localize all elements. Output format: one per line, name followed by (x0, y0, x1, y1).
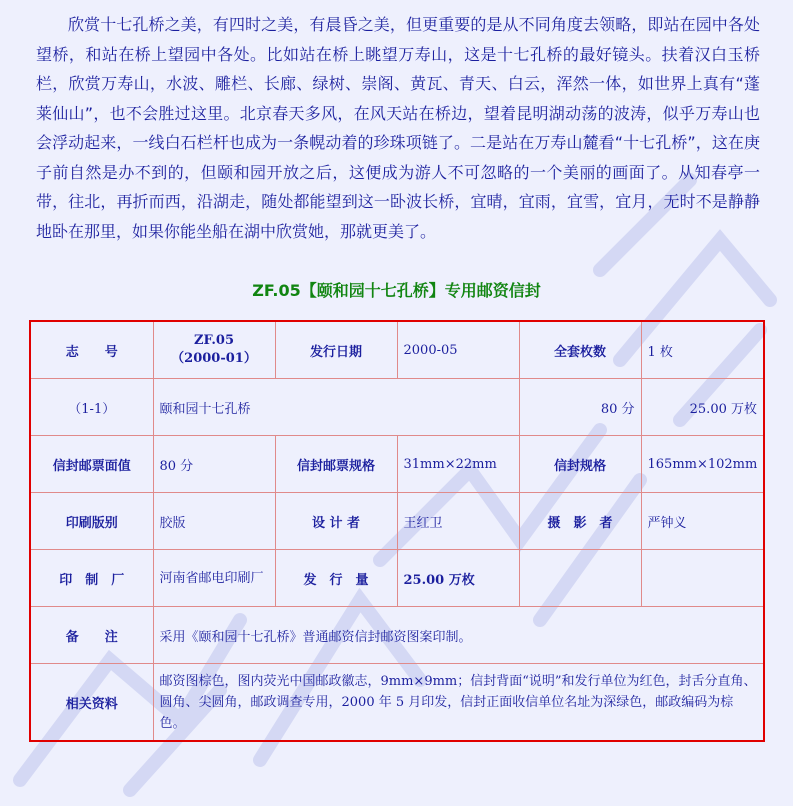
table-row (30, 664, 764, 742)
label-print-method: 印刷版别 (30, 493, 153, 550)
printer: 河南省邮电印刷厂 (153, 550, 275, 607)
label-photographer: 摄 影 者 (519, 493, 641, 550)
face-value: 80 分 (153, 436, 275, 493)
stamp-size: 31mm×22mm (397, 436, 519, 493)
print-method: 胶版 (153, 493, 275, 550)
label-stamp-size: 信封邮票规格 (275, 436, 397, 493)
stamp-info-table (29, 320, 765, 742)
label-set-count: 全套枚数 (519, 321, 641, 379)
set-count: 1 枚 (641, 321, 764, 379)
empty-cell (641, 550, 764, 607)
table-row (30, 607, 764, 664)
code-value: ZF.05 (193, 333, 235, 348)
issue-volume: 25.00 万枚 (397, 550, 519, 607)
table-row (30, 379, 764, 436)
table-row (30, 493, 764, 550)
table-row (30, 321, 764, 379)
label-volume: 发 行 量 (275, 550, 397, 607)
photographer: 严钟义 (641, 493, 764, 550)
label-envelope-size: 信封规格 (519, 436, 641, 493)
empty-cell (519, 550, 641, 607)
item-name: 颐和园十七孔桥 (153, 379, 519, 436)
label-designer: 设 计 者 (275, 493, 397, 550)
related-info: 邮资图棕色，图内荧光中国邮政徽志，9mm×9mm；信封背面“说明”和发行单位为红色，封舌分直角、圆角、尖圆角，邮政调查专用，2000 年 5 月印发，信封正面收信单位名址为深绿色，邮政编码为棕色。 (153, 664, 764, 742)
item-value: 80 分 (519, 379, 641, 436)
code-series: （2000-01） (171, 351, 257, 366)
label-issue-date: 发行日期 (275, 321, 397, 379)
intro-paragraph: 欣赏十七孔桥之美，有四时之美，有晨昏之美，但更重要的是从不同角度去领略，即站在园中各处望桥，和站在桥上望园中各处。比如站在桥上眺望万寿山，这是十七孔桥的最好镜头。扶着汉白玉桥栏，欣赏万寿山，水波、雕栏、长廊、绿树、崇阁、黄瓦、青天、白云，浑然一体，如世界上真有“蓬莱仙山”，也不会胜过这里。北京春天多风，在风天站在桥边，望着昆明湖动荡的波涛，似乎万寿山也会浮动起来，一线白石栏杆也成为一条幌动着的珍珠项链了。二是站在万寿山麓看“十七孔桥”，这在庚子前自然是办不到的，但颐和园开放之后，这便成为游人不可忽略的一个美丽的画面了。从知春亭一带，往北，再折而西，沿湖走，随处都能望到这一卧波长桥，宜晴，宜雨，宜雪，宜月，无时不是静静地卧在那里，如果你能坐船在湖中欣赏她，那就更美了。 (36, 15, 760, 241)
envelope-size: 165mm×102mm (641, 436, 764, 493)
label-face-value: 信封邮票面值 (30, 436, 153, 493)
table-row (30, 550, 764, 607)
label-printer: 印 制 厂 (30, 550, 153, 607)
item-quantity: 25.00 万枚 (641, 379, 764, 436)
remarks: 采用《颐和园十七孔桥》普通邮资信封邮资图案印制。 (153, 607, 764, 664)
code-cell (153, 321, 275, 379)
table-row (30, 436, 764, 493)
label-related-info: 相关资料 (30, 664, 153, 742)
label-code: 志 号 (30, 321, 153, 379)
designer: 王红卫 (397, 493, 519, 550)
label-remarks: 备 注 (30, 607, 153, 664)
section-heading: ZF.05【颐和园十七孔桥】专用邮资信封 (252, 281, 541, 300)
issue-date: 2000-05 (397, 321, 519, 379)
item-number: （1-1） (30, 379, 153, 436)
